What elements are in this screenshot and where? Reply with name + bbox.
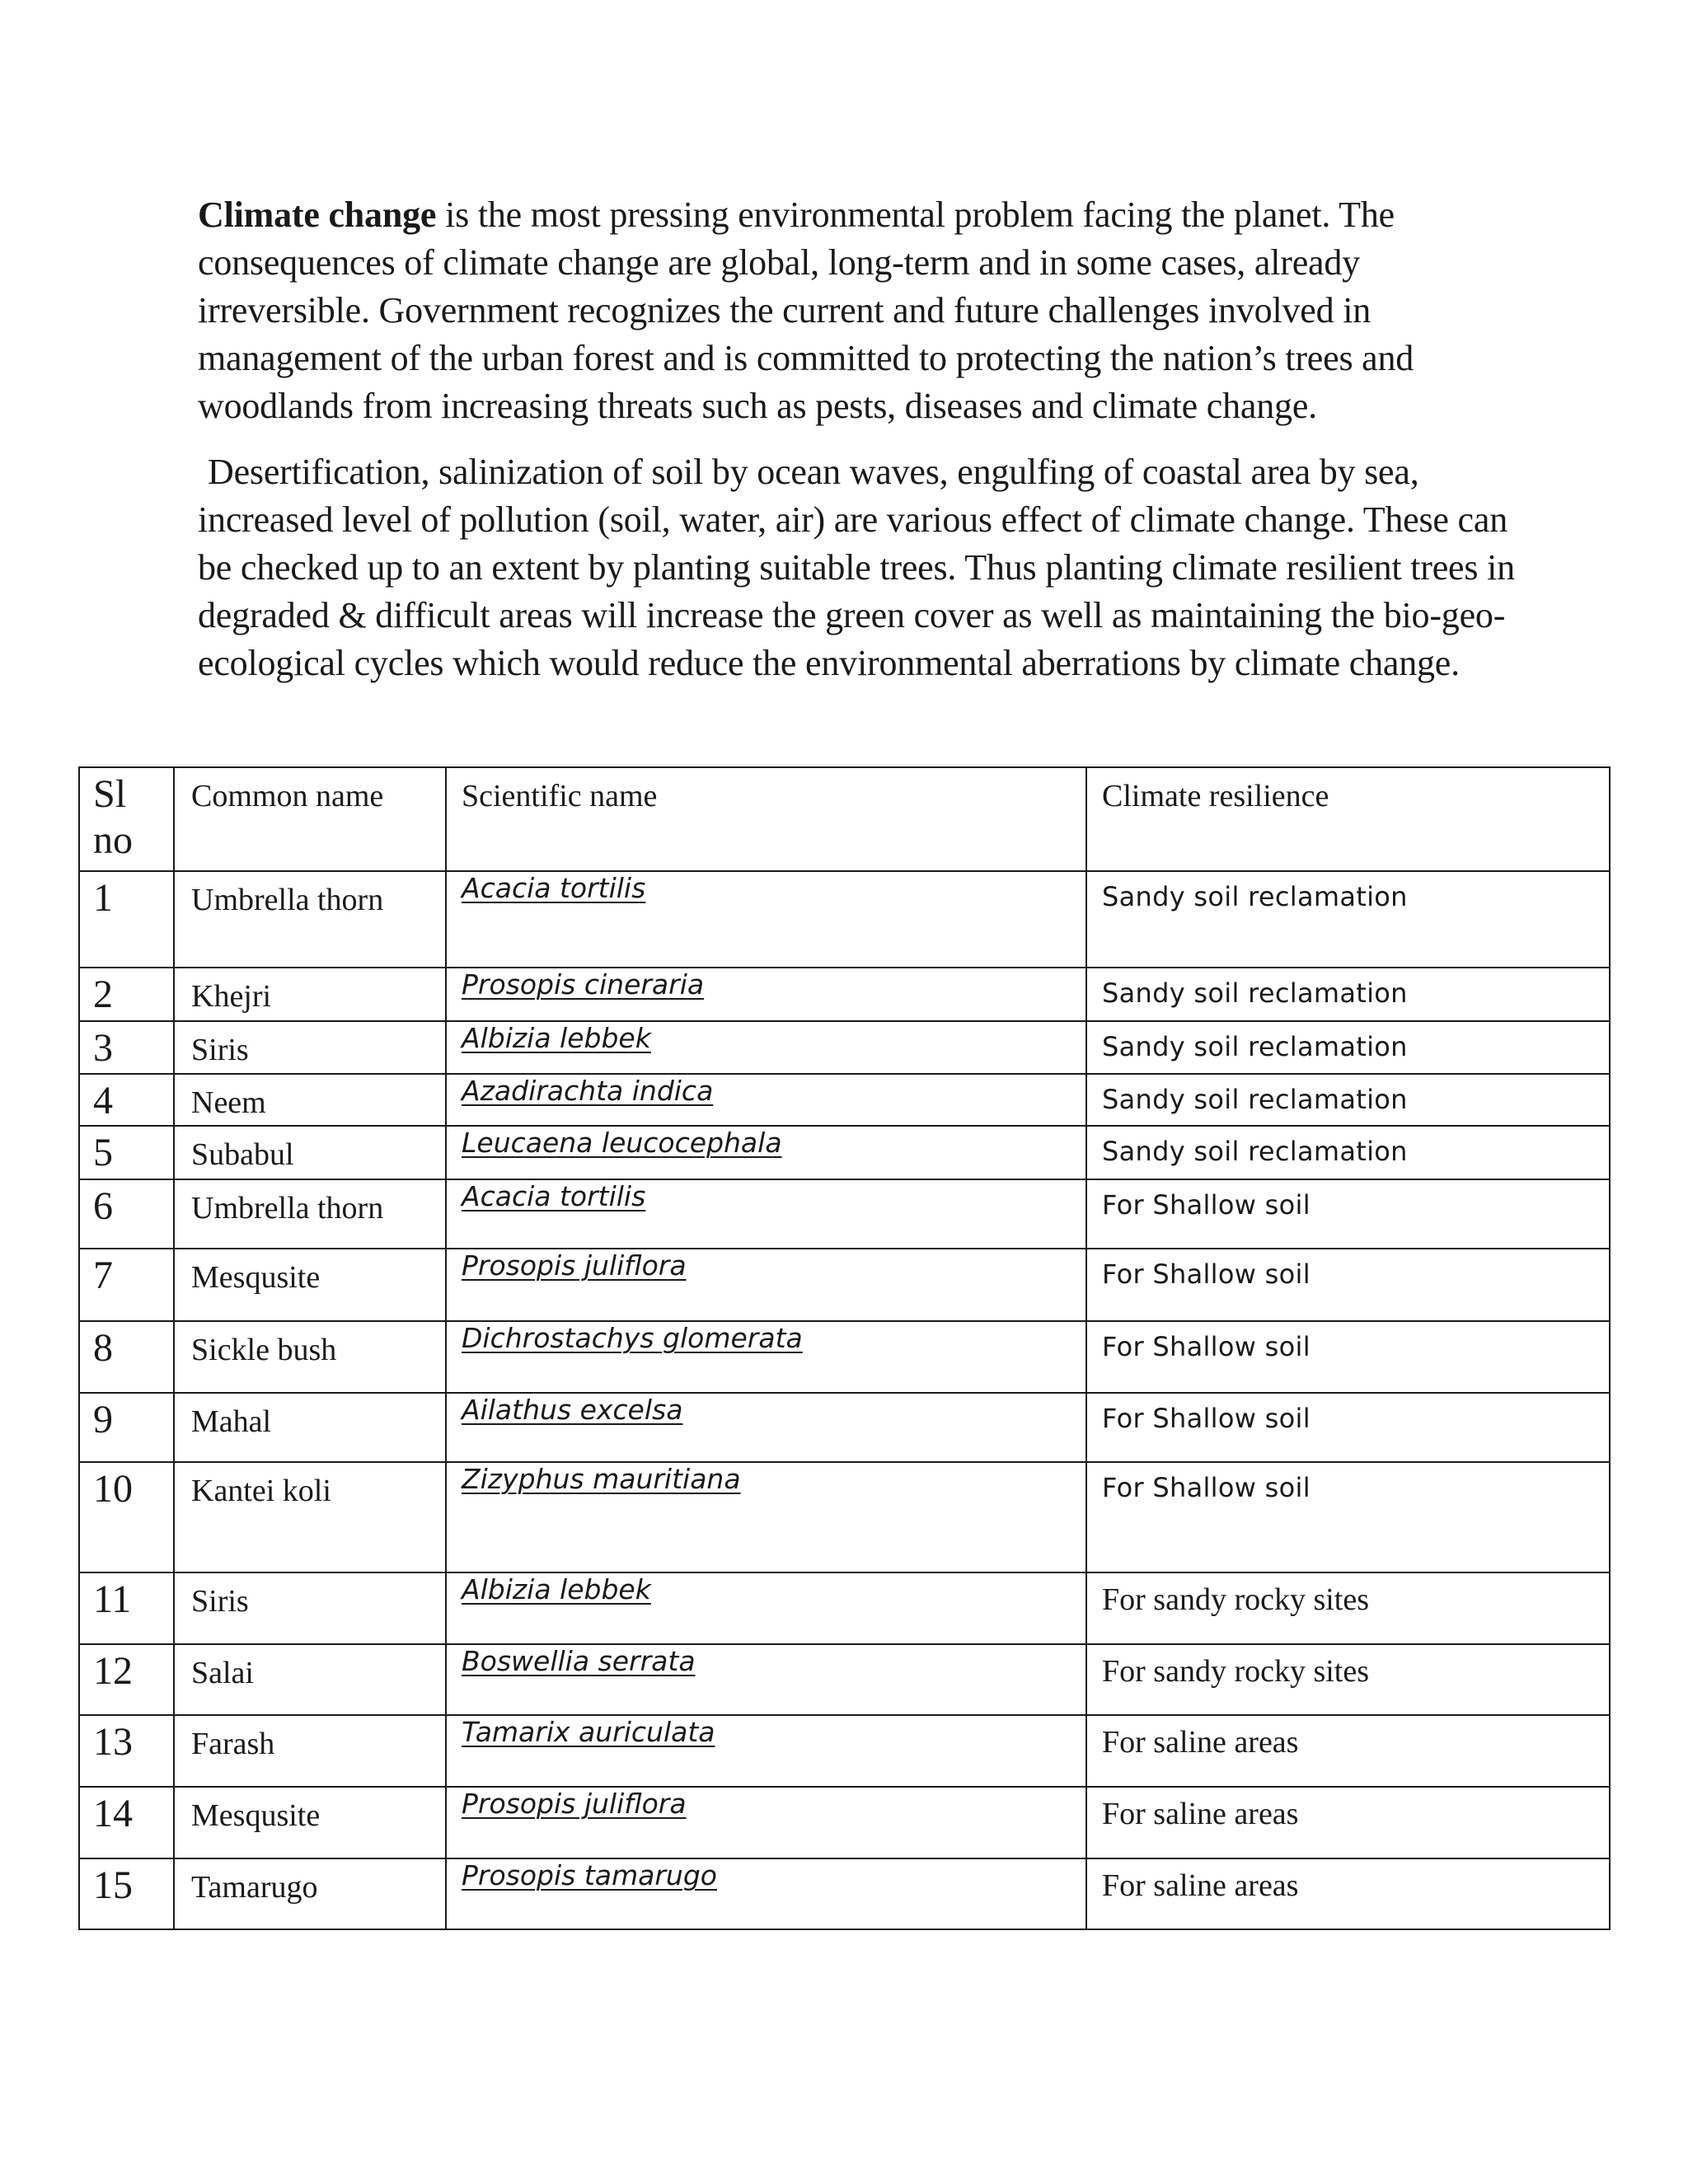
scientific-name-text: Prosopis cineraria — [462, 968, 705, 1001]
climate-resilience-cell — [1086, 968, 1610, 1021]
climate-resilience-cell — [1086, 1179, 1610, 1249]
table-row — [79, 1021, 1610, 1074]
common-name-cell: Neem — [174, 1074, 446, 1126]
climate-resilience-text: For Shallow soil — [1102, 1331, 1311, 1362]
climate-resilience-text: For Shallow soil — [1102, 1258, 1311, 1290]
climate-resilience-text: For sandy rocky sites — [1102, 1582, 1370, 1617]
climate-resilience-text: For saline areas — [1102, 1725, 1299, 1760]
sl-no-cell: 2 — [79, 968, 174, 1021]
scientific-name-text: Prosopis juliflora — [462, 1788, 687, 1820]
sl-no-cell: 14 — [79, 1787, 174, 1858]
table-row — [79, 1074, 1610, 1126]
climate-resilience-cell — [1086, 1858, 1610, 1929]
common-name-cell: Umbrella thorn — [174, 1179, 446, 1249]
scientific-name-text: Albizia lebbek — [462, 1573, 651, 1605]
scientific-name-cell — [446, 1715, 1086, 1787]
sl-no-cell: 12 — [79, 1644, 174, 1715]
common-name-cell: Mesqusite — [174, 1249, 446, 1321]
sl-no-cell: 13 — [79, 1715, 174, 1787]
climate-resilience-text: For Shallow soil — [1102, 1189, 1311, 1221]
common-name-cell: Kantei koli — [174, 1462, 446, 1572]
scientific-name-text: Azadirachta indica — [462, 1075, 714, 1107]
sl-no-cell: 10 — [79, 1462, 174, 1572]
sl-no-cell: 1 — [79, 871, 174, 968]
scientific-name-text: Boswellia serrata — [462, 1645, 696, 1677]
scientific-name-cell — [446, 1644, 1086, 1715]
climate-resilience-text: Sandy soil reclamation — [1102, 977, 1408, 1009]
sl-no-cell: 6 — [79, 1179, 174, 1249]
scientific-name-cell — [446, 1126, 1086, 1179]
scientific-name-cell — [446, 1321, 1086, 1393]
climate-resilience-cell — [1086, 1715, 1610, 1787]
intro-text — [198, 191, 1533, 687]
climate-resilience-cell — [1086, 1393, 1610, 1462]
common-name-cell: Sickle bush — [174, 1321, 446, 1393]
climate-resilience-cell — [1086, 1249, 1610, 1321]
common-name-cell: Khejri — [174, 968, 446, 1021]
table-row — [79, 1126, 1610, 1179]
table-row — [79, 1462, 1610, 1572]
scientific-name-cell — [446, 1787, 1086, 1858]
scientific-name-cell — [446, 1179, 1086, 1249]
scientific-name-text: Albizia lebbek — [462, 1022, 651, 1054]
scientific-name-cell — [446, 1393, 1086, 1462]
table-row — [79, 871, 1610, 968]
sl-no-cell: 3 — [79, 1021, 174, 1074]
sl-no-cell: 11 — [79, 1572, 174, 1644]
header-no: no — [93, 818, 133, 862]
climate-resilient-trees-table — [78, 766, 1611, 1930]
climate-resilience-cell — [1086, 1321, 1610, 1393]
common-name-cell: Farash — [174, 1715, 446, 1787]
intro-paragraph-1 — [198, 191, 1533, 430]
table-row — [79, 1321, 1610, 1393]
table-row — [79, 1715, 1610, 1787]
intro-paragraph-1-text: is the most pressing environmental problem facing the planet. The consequences of climate change are global, long-term and in some cases, already irreversible. Government recognizes the current and future challenges involved in management of the urban forest and is committed to protecting the nation’s trees and woodlands from increasing threats such as pests, diseases and climate change. — [198, 194, 1414, 426]
scientific-name-cell — [446, 871, 1086, 968]
common-name-cell: Salai — [174, 1644, 446, 1715]
scientific-name-text: Prosopis tamarugo — [462, 1859, 717, 1891]
climate-resilience-text: For sandy rocky sites — [1102, 1654, 1370, 1689]
climate-resilience-cell — [1086, 1644, 1610, 1715]
table-row — [79, 1644, 1610, 1715]
header-scientific-name — [446, 767, 1086, 871]
scientific-name-text: Acacia tortilis — [462, 872, 646, 904]
table-row — [79, 1249, 1610, 1321]
header-climate-resilience-label: Climate resilience — [1102, 779, 1329, 813]
climate-resilience-text: For Shallow soil — [1102, 1403, 1311, 1434]
common-name-cell: Mesqusite — [174, 1787, 446, 1858]
intro-paragraph-2: Desertification, salinization of soil by ocean waves, engulfing of coastal area by sea, increased level of pollution (soil, water, air) are various effect of climate change. These can be checked up to an extent by planting suitable trees. Thus planting climate resilient trees in degraded & difficult areas will increase the green cover as well as maintaining the bio-geo-ecological cycles which would reduce the environmental aberrations by climate change. — [198, 452, 1515, 683]
header-common-name — [174, 767, 446, 871]
sl-no-cell: 9 — [79, 1393, 174, 1462]
header-common-name-label: Common name — [191, 779, 384, 813]
climate-resilience-text: For saline areas — [1102, 1868, 1299, 1903]
climate-resilience-text: For saline areas — [1102, 1797, 1299, 1831]
intro-lead-term: Climate change — [198, 194, 437, 235]
scientific-name-cell — [446, 1074, 1086, 1126]
scientific-name-cell — [446, 1021, 1086, 1074]
scientific-name-cell — [446, 968, 1086, 1021]
common-name-cell: Siris — [174, 1021, 446, 1074]
sl-no-cell: 8 — [79, 1321, 174, 1393]
scientific-name-cell — [446, 1572, 1086, 1644]
climate-resilience-text: For Shallow soil — [1102, 1472, 1311, 1503]
table-row — [79, 1393, 1610, 1462]
table-row — [79, 1787, 1610, 1858]
scientific-name-cell — [446, 1249, 1086, 1321]
scientific-name-text: Ailathus excelsa — [462, 1394, 683, 1426]
climate-resilience-text: Sandy soil reclamation — [1102, 881, 1408, 912]
climate-resilience-cell — [1086, 1126, 1610, 1179]
scientific-name-cell — [446, 1858, 1086, 1929]
climate-resilience-text: Sandy soil reclamation — [1102, 1136, 1408, 1167]
climate-resilience-text: Sandy soil reclamation — [1102, 1084, 1408, 1115]
sl-no-cell: 7 — [79, 1249, 174, 1321]
common-name-cell: Mahal — [174, 1393, 446, 1462]
scientific-name-cell — [446, 1462, 1086, 1572]
climate-resilience-cell — [1086, 1021, 1610, 1074]
climate-resilience-cell — [1086, 871, 1610, 968]
header-sl-no — [79, 767, 174, 871]
common-name-cell: Siris — [174, 1572, 446, 1644]
table-row — [79, 1179, 1610, 1249]
sl-no-cell: 5 — [79, 1126, 174, 1179]
scientific-name-text: Dichrostachys glomerata — [462, 1322, 803, 1354]
table-row — [79, 1572, 1610, 1644]
scientific-name-text: Tamarix auriculata — [462, 1716, 715, 1748]
scientific-name-text: Acacia tortilis — [462, 1180, 646, 1212]
climate-resilience-cell — [1086, 1572, 1610, 1644]
common-name-cell: Subabul — [174, 1126, 446, 1179]
climate-resilience-cell — [1086, 1074, 1610, 1126]
common-name-cell: Tamarugo — [174, 1858, 446, 1929]
table-row — [79, 968, 1610, 1021]
common-name-cell: Umbrella thorn — [174, 871, 446, 968]
climate-resilience-cell — [1086, 1462, 1610, 1572]
climate-resilience-cell — [1086, 1787, 1610, 1858]
table-row — [79, 1858, 1610, 1929]
scientific-name-text: Leucaena leucocephala — [462, 1127, 782, 1159]
header-climate-resilience — [1086, 767, 1610, 871]
sl-no-cell: 4 — [79, 1074, 174, 1126]
scientific-name-text: Prosopis juliflora — [462, 1249, 687, 1282]
header-scientific-name-label: Scientific name — [462, 779, 658, 813]
table-header-row — [79, 767, 1610, 871]
header-sl: Sl — [93, 772, 127, 816]
scientific-name-text: Zizyphus mauritiana — [462, 1463, 741, 1495]
climate-resilience-text: Sandy soil reclamation — [1102, 1031, 1408, 1062]
sl-no-cell: 15 — [79, 1858, 174, 1929]
